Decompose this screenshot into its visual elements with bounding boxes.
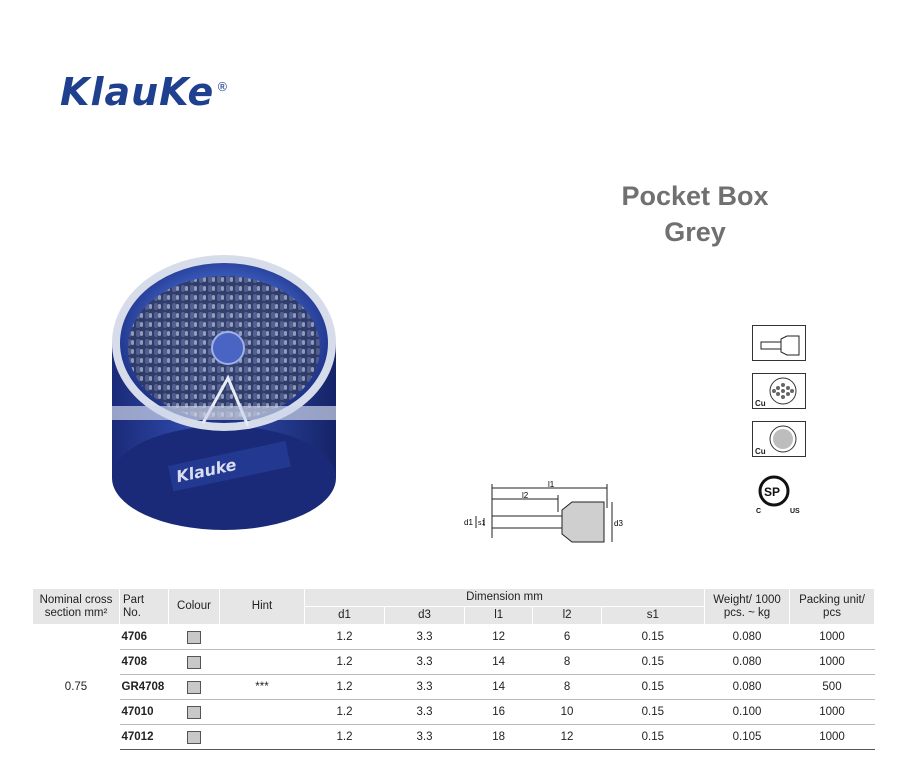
colour-cell	[169, 700, 220, 725]
colour-cell	[169, 675, 220, 700]
d3-cell: 3.3	[385, 700, 465, 725]
table-row	[33, 700, 875, 725]
label-d3: d3	[614, 519, 623, 528]
colour-swatch-grey	[187, 731, 201, 744]
colour-swatch-grey	[187, 631, 201, 644]
brand-name: KlauKe	[60, 70, 215, 114]
d3-cell: 3.3	[385, 650, 465, 675]
header-part-no: Part No.	[120, 589, 169, 625]
ferrule-dimension-drawing	[462, 478, 627, 550]
l2-cell: 12	[533, 725, 601, 750]
hint-cell: ***	[220, 675, 305, 700]
d3-cell: 3.3	[385, 625, 465, 650]
hint-cell	[220, 650, 305, 675]
cu-label-2: Cu	[755, 447, 766, 456]
l1-cell: 12	[465, 625, 533, 650]
part-number: 4706	[120, 625, 169, 650]
d1-cell: 1.2	[305, 625, 385, 650]
d1-cell: 1.2	[305, 650, 385, 675]
weight-cell: 0.080	[705, 650, 790, 675]
nominal-cross-section: 0.75	[64, 681, 88, 694]
label-s1: s1	[478, 520, 486, 527]
header-nominal: Nominal cross section mm²	[33, 589, 120, 625]
fine-stranded-copper-icon	[752, 421, 806, 457]
ferrule-icon	[752, 325, 806, 361]
svg-text:C: C	[756, 508, 762, 515]
d1-cell: 1.2	[305, 675, 385, 700]
label-l2: l2	[522, 491, 529, 500]
csa-certification-icon	[752, 469, 806, 519]
colour-cell	[169, 650, 220, 675]
s1-cell: 0.15	[601, 650, 704, 675]
l1-cell: 14	[465, 675, 533, 700]
weight-cell: 0.100	[705, 700, 790, 725]
l1-cell: 18	[465, 725, 533, 750]
part-number: GR4708	[120, 675, 169, 700]
colour-swatch-grey	[187, 681, 201, 694]
packing-cell: 1000	[790, 650, 875, 675]
svg-text:SP: SP	[764, 485, 781, 499]
product-photo	[108, 248, 340, 533]
svg-text:Klauke: Klauke	[174, 455, 239, 487]
l2-cell: 8	[533, 675, 601, 700]
packing-cell: 1000	[790, 625, 875, 650]
specification-table	[32, 588, 875, 750]
d1-cell: 1.2	[305, 700, 385, 725]
s1-cell: 0.15	[601, 725, 704, 750]
part-number: 47012	[120, 725, 169, 750]
part-number: 4708	[120, 650, 169, 675]
label-l1: l1	[548, 480, 555, 489]
hint-cell	[220, 700, 305, 725]
header-hint: Hint	[220, 589, 305, 625]
registered-mark: ®	[216, 80, 230, 95]
table-row	[33, 675, 875, 700]
product-icons	[752, 325, 812, 519]
header-d3: d3	[385, 607, 465, 625]
svg-text:US: US	[790, 508, 800, 515]
header-colour: Colour	[169, 589, 220, 625]
brand-logo	[60, 70, 229, 114]
weight-cell: 0.080	[705, 675, 790, 700]
hint-cell	[220, 625, 305, 650]
product-title-line2: Grey	[664, 217, 726, 247]
d3-cell: 3.3	[385, 675, 465, 700]
s1-cell: 0.15	[601, 675, 704, 700]
colour-cell	[169, 625, 220, 650]
table-row	[33, 625, 875, 650]
cu-label-1: Cu	[755, 399, 766, 408]
packing-cell: 1000	[790, 725, 875, 750]
l2-cell: 6	[533, 625, 601, 650]
weight-cell: 0.105	[705, 725, 790, 750]
colour-swatch-grey	[187, 656, 201, 669]
l1-cell: 14	[465, 650, 533, 675]
weight-cell: 0.080	[705, 625, 790, 650]
header-l1: l1	[465, 607, 533, 625]
label-d1: d1	[464, 518, 473, 527]
l1-cell: 16	[465, 700, 533, 725]
header-d1: d1	[305, 607, 385, 625]
stranded-copper-icon	[752, 373, 806, 409]
packing-cell: 500	[790, 675, 875, 700]
colour-cell	[169, 725, 220, 750]
l2-cell: 10	[533, 700, 601, 725]
colour-swatch-grey	[187, 706, 201, 719]
l2-cell: 8	[533, 650, 601, 675]
packing-cell: 1000	[790, 700, 875, 725]
product-title	[590, 178, 800, 250]
d3-cell: 3.3	[385, 725, 465, 750]
header-l2: l2	[533, 607, 601, 625]
product-title-line1: Pocket Box	[621, 181, 769, 211]
table-row	[33, 650, 875, 675]
hint-cell	[220, 725, 305, 750]
d1-cell: 1.2	[305, 725, 385, 750]
s1-cell: 0.15	[601, 700, 704, 725]
table-row	[33, 725, 875, 750]
header-dimension: Dimension mm	[305, 589, 705, 607]
header-packing: Packing unit/ pcs	[790, 589, 875, 625]
header-s1: s1	[601, 607, 704, 625]
part-number: 47010	[120, 700, 169, 725]
header-weight: Weight/ 1000 pcs. ~ kg	[705, 589, 790, 625]
s1-cell: 0.15	[601, 625, 704, 650]
